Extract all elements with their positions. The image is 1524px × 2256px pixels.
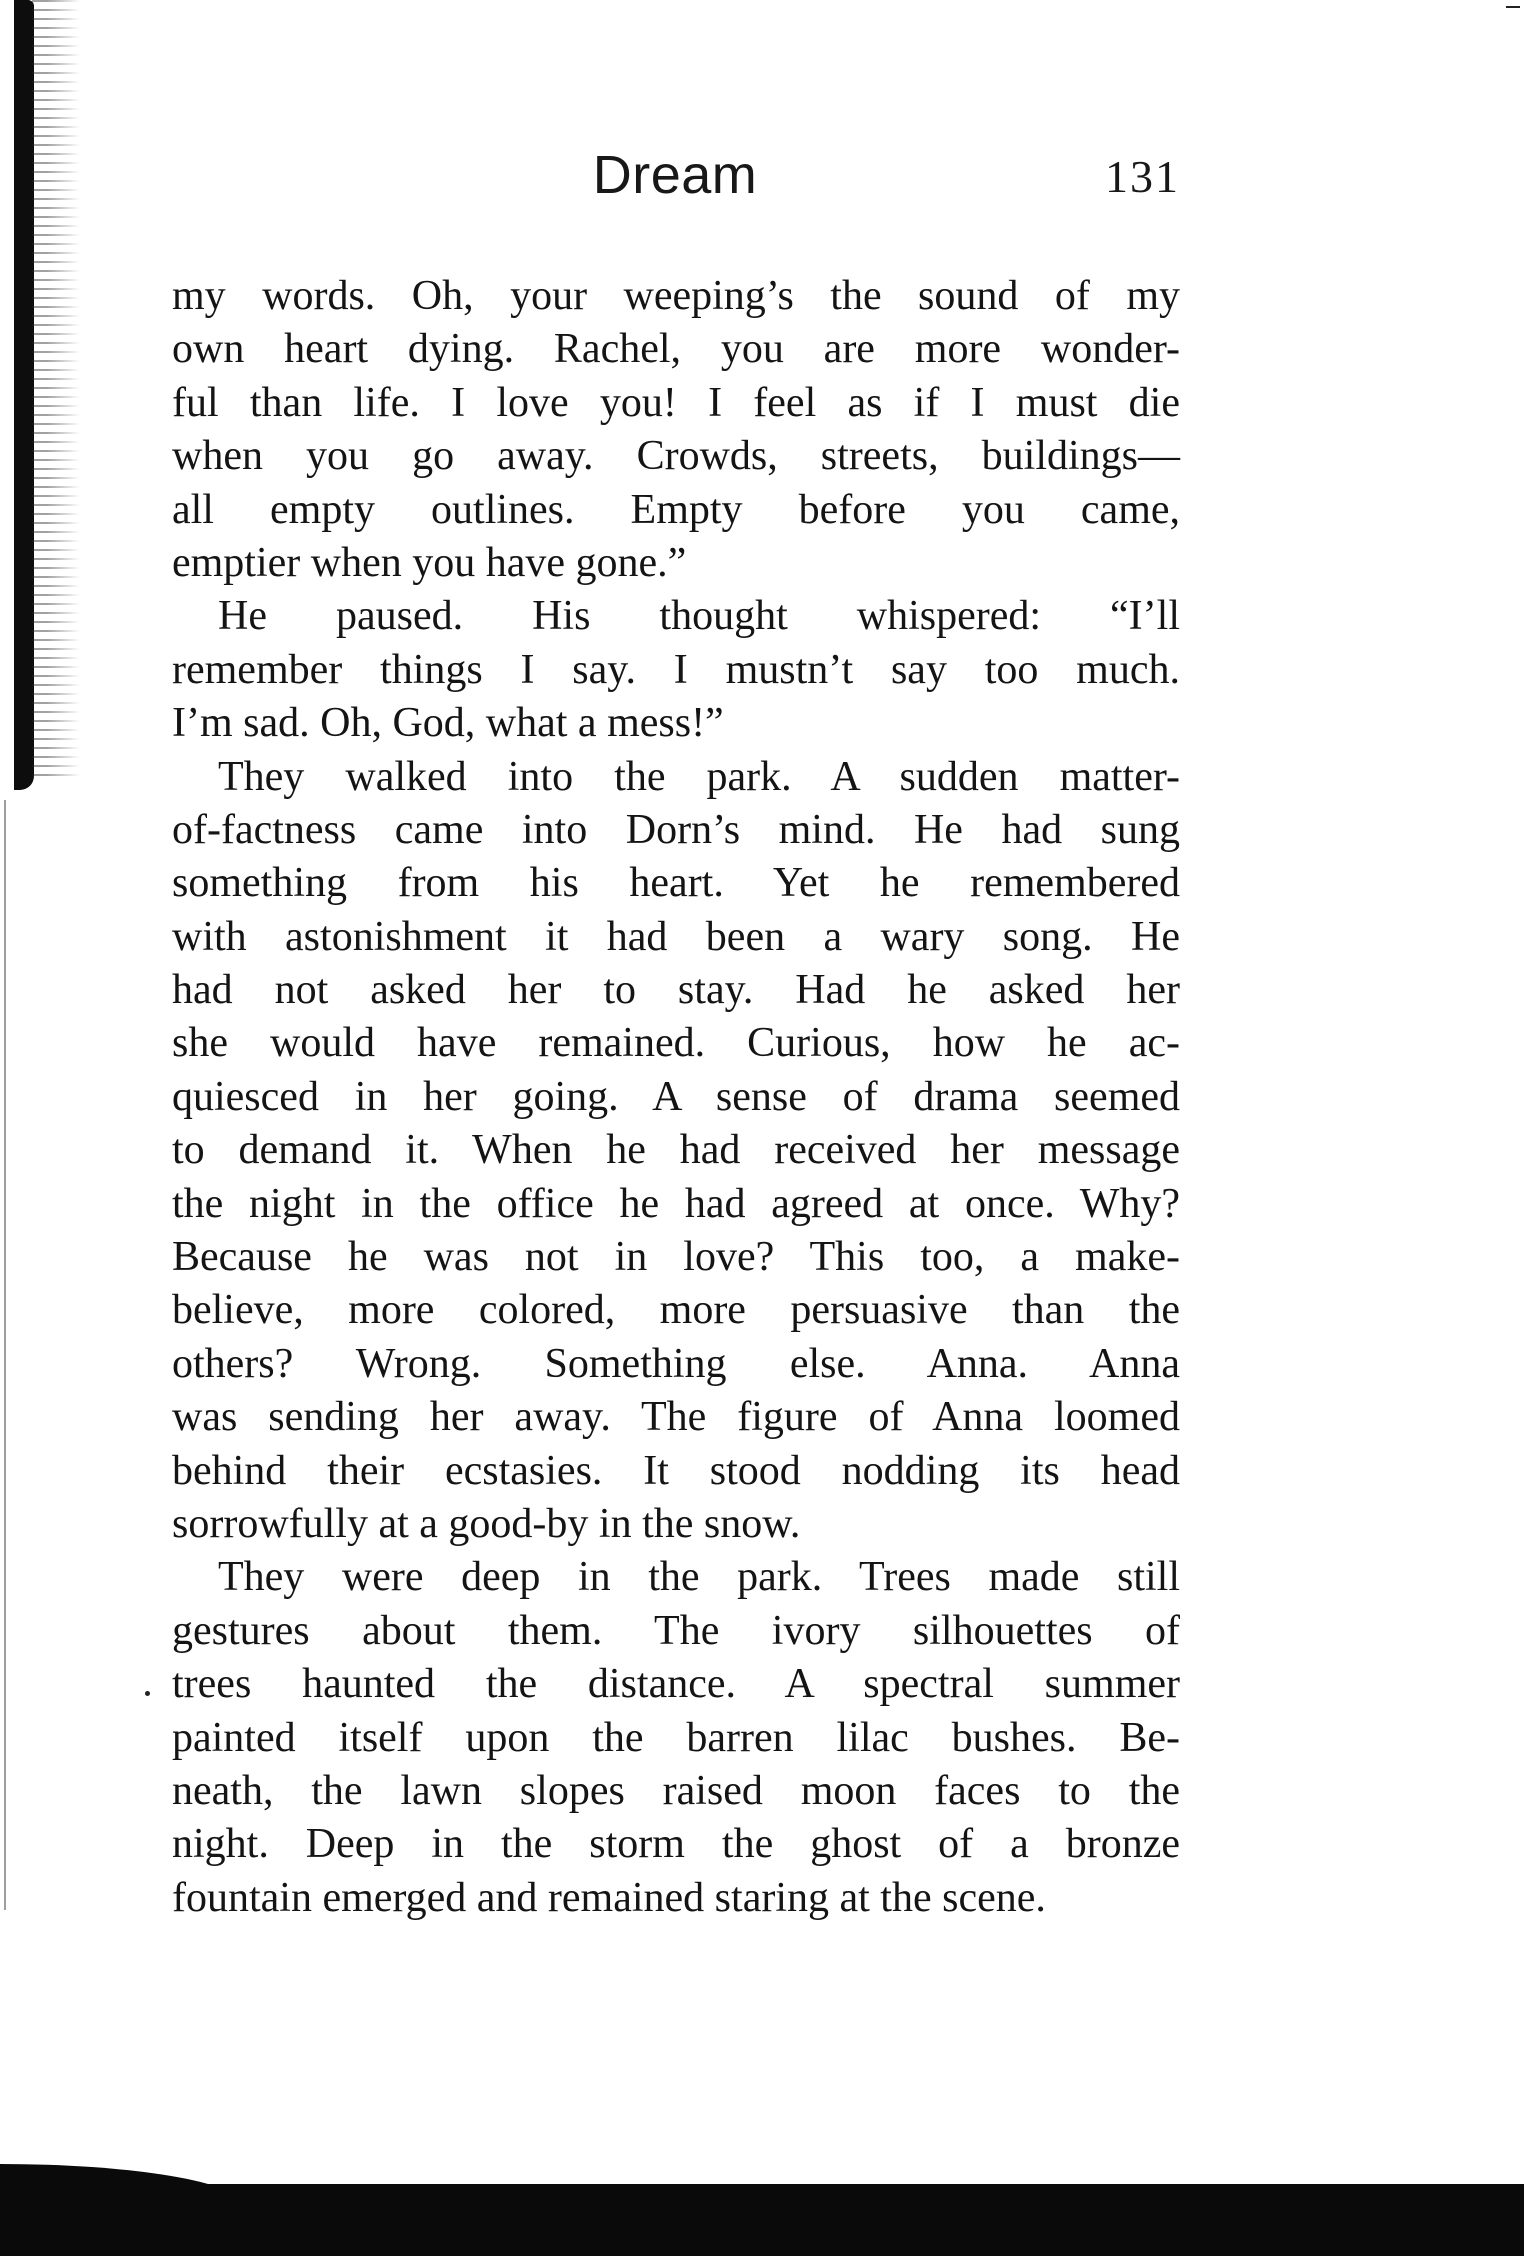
text-line: They walked into the park. A sudden matter- <box>218 753 1180 800</box>
text-line: had not asked her to stay. Had he asked her <box>172 967 1180 1014</box>
text-line: I’m sad. Oh, God, what a mess!” <box>172 700 724 747</box>
running-head <box>170 140 1180 210</box>
scan-binding-shadow <box>14 0 34 790</box>
text-line: He paused. His thought whispered: “I’ll <box>218 593 1180 640</box>
text-line: painted itself upon the barren lilac bushes. Be- <box>172 1714 1180 1761</box>
paragraph <box>172 751 1180 1552</box>
text-line: with astonishment it had been a wary song. He <box>172 913 1180 960</box>
text-line: emptier when you have gone.” <box>172 539 687 586</box>
text-line: night. Deep in the storm the ghost of a bronze <box>172 1821 1180 1868</box>
paragraph <box>172 590 1180 750</box>
scan-binding-fringe <box>32 0 80 780</box>
text-line: quiesced in her going. A sense of drama seemed <box>172 1073 1180 1120</box>
text-line: trees haunted the distance. A spectral summer <box>172 1661 1180 1708</box>
text-line: Because he was not in love? This too, a make- <box>172 1234 1180 1281</box>
text-line: others? Wrong. Something else. Anna. Anna <box>172 1340 1180 1387</box>
scan-bottom-shadow <box>0 2184 1524 2256</box>
text-line: of-factness came into Dorn’s mind. He had sung <box>172 806 1180 853</box>
page-number: 131 <box>1105 151 1180 202</box>
body-text <box>172 270 1180 1925</box>
text-line: They were deep in the park. Trees made still <box>218 1554 1180 1601</box>
paragraph <box>172 270 1180 590</box>
text-line: sorrowfully at a good-by in the snow. <box>172 1500 801 1547</box>
text-line: behind their ecstasies. It stood nodding its head <box>172 1447 1180 1494</box>
text-line: neath, the lawn slopes raised moon faces to the <box>172 1767 1180 1814</box>
text-line: the night in the office he had agreed at once. Why? <box>172 1180 1180 1227</box>
text-line: fountain emerged and remained staring at the scene. <box>172 1874 1046 1921</box>
text-line: something from his heart. Yet he remembered <box>172 860 1180 907</box>
scan-speck <box>145 1691 150 1696</box>
text-line: my words. Oh, your weeping’s the sound of my <box>172 273 1180 319</box>
text-line: was sending her away. The figure of Anna loomed <box>172 1394 1180 1441</box>
text-line: all empty outlines. Empty before you came, <box>172 486 1180 533</box>
text-line: own heart dying. Rachel, you are more wonder- <box>172 326 1180 373</box>
text-line: remember things I say. I mustn’t say too much. <box>172 646 1180 693</box>
text-line: gestures about them. The ivory silhouettes of <box>172 1607 1180 1654</box>
text-line: to demand it. When he had received her message <box>172 1127 1180 1174</box>
chapter-title: Dream <box>592 145 758 205</box>
text-line: she would have remained. Curious, how he ac- <box>172 1020 1180 1067</box>
scan-top-mark <box>1506 6 1520 8</box>
text-line: believe, more colored, more persuasive than the <box>172 1287 1180 1334</box>
text-line: ful than life. I love you! I feel as if I must die <box>172 379 1180 426</box>
text-line: when you go away. Crowds, streets, buildings— <box>172 433 1180 480</box>
paragraph <box>172 1551 1180 1925</box>
scan-edge-line <box>4 800 6 1910</box>
